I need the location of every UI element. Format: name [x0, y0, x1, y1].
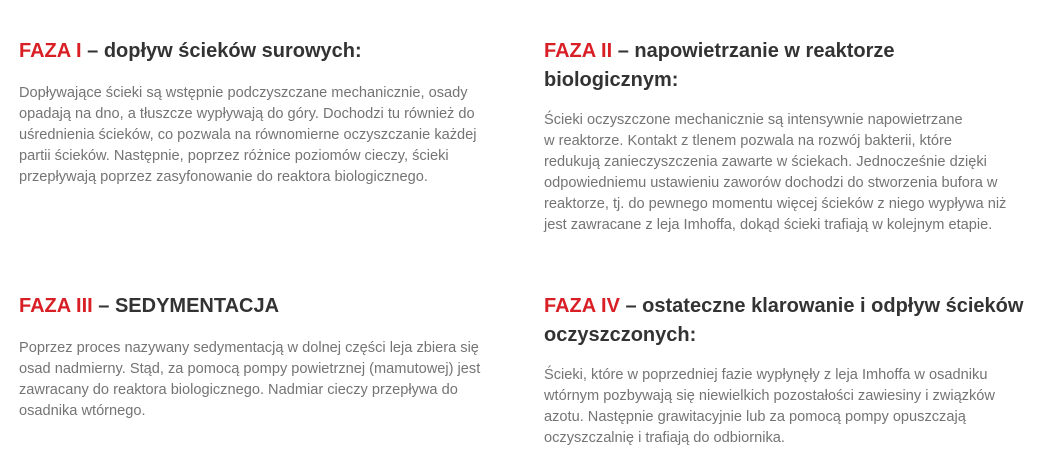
phase-2-line: w reaktorze. Kontakt z tlenem pozwala na rozwój bakterii, które	[544, 133, 952, 149]
phase-2-heading	[544, 37, 1024, 95]
phase-3-label: FAZA III	[19, 295, 93, 317]
phase-2-title: – napowietrzanie w reaktorze biologicznym:	[544, 40, 895, 91]
phase-3-heading	[19, 292, 499, 321]
phase-2-label: FAZA II	[544, 40, 613, 62]
phase-1-heading	[19, 37, 499, 66]
phase-2-line: odpowiedniemu ustawieniu zaworów dochodzi do stworzenia bufora w	[544, 175, 998, 191]
phase-3-line: osadnika wtórnego.	[19, 403, 146, 419]
phase-4-heading	[544, 292, 1029, 350]
phase-4-line: Ścieki, które w poprzedniej fazie wypłynęły z leja Imhoffa w osadniku	[544, 367, 988, 383]
phase-1-section	[19, 37, 499, 188]
phase-4-title: – ostateczne klarowanie i odpływ ścieków oczyszczonych:	[544, 295, 1024, 346]
phase-2-description	[544, 110, 1024, 236]
phase-2-section	[544, 37, 1024, 236]
phase-1-title: – dopływ ścieków surowych:	[81, 40, 362, 62]
phase-1-line: opadają na dno, a tłuszcze wypływają do góry. Dochodzi tu również do	[19, 106, 475, 122]
phase-1-description	[19, 83, 499, 188]
phase-4-line: azotu. Następnie grawitacyjnie lub za pomocą pompy opuszczają	[544, 409, 966, 425]
phase-2-line: reaktorze, tj. do pewnego momentu więcej ścieków z niego wypływa niż	[544, 196, 1007, 212]
phase-4-section	[544, 292, 1029, 449]
phase-2-line: jest zawracane z leja Imhoffa, dokąd ścieki trafiają w kolejnym etapie.	[544, 217, 993, 233]
phase-3-description	[19, 338, 499, 422]
phase-1-line: uśrednienia ścieków, co pozwala na równomierne oczyszczanie każdej	[19, 127, 477, 143]
phase-1-line: przepływają poprzez zasyfonowanie do reaktora biologicznego.	[19, 169, 428, 185]
phase-3-line: Poprzez proces nazywany sedymentacją w dolnej części leja zbiera się	[19, 340, 479, 356]
phase-1-label: FAZA I	[19, 40, 82, 62]
phase-3-line: zawracany do reaktora biologicznego. Nadmiar cieczy przepływa do	[19, 382, 458, 398]
phase-4-description	[544, 365, 1029, 449]
phase-1-line: Dopływające ścieki są wstępnie podczyszczane mechanicznie, osady	[19, 85, 468, 101]
phase-3-section	[19, 292, 499, 422]
phase-4-line: oczyszczalnię i trafiają do odbiornika.	[544, 430, 785, 446]
phase-1-line: partii ścieków. Następnie, poprzez różnice poziomów cieczy, ścieki	[19, 148, 449, 164]
phase-3-line: osad nadmierny. Stąd, za pomocą pompy powietrznej (mamutowej) jest	[19, 361, 481, 377]
phase-2-line: Ścieki oczyszczone mechanicznie są intensywnie napowietrzane	[544, 112, 963, 128]
phase-3-title: – SEDYMENTACJA	[92, 295, 280, 317]
phase-4-line: wtórnym pozbywają się niewielkich pozostałości zawiesiny i związków	[544, 388, 995, 404]
phase-4-label: FAZA IV	[544, 295, 620, 317]
phase-2-line: redukują zanieczyszczenia zawarte w ściekach. Jednocześnie dzięki	[544, 154, 987, 170]
